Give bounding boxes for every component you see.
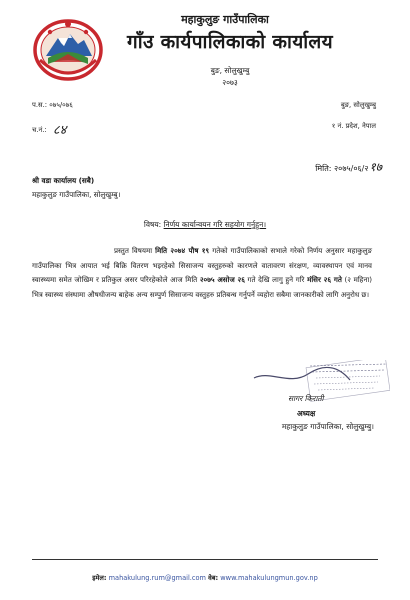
body-bold-2: २०७५ असोज २६	[199, 275, 245, 284]
body-bold-1: मिति २०७४ पौष १९	[155, 246, 210, 255]
cn-label: च.नं.:	[32, 126, 47, 134]
body-part-1: प्रस्तुत विषयमा	[114, 246, 156, 255]
footer-contact	[0, 573, 410, 582]
cn-value: ८४	[52, 123, 67, 138]
body-part-2: गतेको गाउँपालिकाको सभाले गरेको निर्णय अनुसार महाकुलुङ गाउँपालिका भित्र आयात भई बिक्रि वितरण भइरहेको सिसाजन्य वस्तुहरुको कारणले वातावरण संरक्षण, व्यावस्थापन एवं मानव स्वास्थ्यमा समेत जोखिम र प्रतिकुल असर परिरहेकोले आज मिति	[32, 246, 372, 284]
email-link[interactable]: mahakulung.rum@gmail.com	[108, 574, 206, 582]
body-part-4: (२ महिना) भित्र स्वास्थ्य संस्थामा औषधीजन्य बाहेक अन्य सम्पुर्ण सिसाजन्य वस्तुहरु प्रतिबन्ध गर्नुपर्ने व्यहोरा सबैमा जानकारीको लागि अनुरोध छ।	[32, 275, 372, 299]
subject-line	[0, 220, 410, 230]
web-label: वेब:	[208, 574, 219, 582]
municipality-name: महाकुलुङ गाउँपालिका	[181, 13, 269, 26]
signatory-designation: अध्यक्ष	[297, 409, 316, 418]
letter-date	[0, 158, 382, 175]
address-line-1: बुङ, सोलुखुम्बु	[340, 101, 376, 109]
recipient-office: श्री वडा कार्यालय (सबै)	[32, 176, 95, 185]
date-value: २०७५/०६/२	[334, 164, 369, 173]
letter-body	[32, 244, 372, 302]
signatory-name: सागर किराती	[288, 394, 324, 403]
office-title: गाँउ कार्यपालिकाको कार्यालय	[127, 31, 333, 53]
body-part-3: गते देखि लागु हुने गरि	[244, 275, 308, 284]
subject-label: विषय:	[143, 220, 162, 229]
ps-value: ०७५/०७६	[49, 101, 73, 109]
address-line-2: १ नं. प्रदेश, नेपाल	[331, 122, 376, 130]
web-link[interactable]: www.mahakulungmun.gov.np	[220, 574, 318, 582]
date-label: मिति:	[315, 164, 332, 173]
date-handwritten: १७	[369, 160, 382, 174]
body-bold-3: मंसिर २६ गते	[307, 275, 342, 284]
footer-divider	[32, 559, 378, 560]
email-label: इमेल:	[92, 574, 107, 582]
signatory-organization: महाकुलुङ गाउँपालिका, सोलुखुम्बु।	[281, 422, 374, 431]
recipient-address: महाकुलुङ गाउँपालिका, सोलुखुम्बु।	[32, 190, 121, 199]
office-location: बुङ, सोलुखुम्बु	[210, 66, 250, 75]
ps-label: प.स.:	[32, 101, 48, 109]
subject-text: निर्णय कार्यान्वयन गरि सहयोग गर्नुहुन।	[163, 220, 267, 229]
established-year: २०७३	[222, 78, 238, 87]
